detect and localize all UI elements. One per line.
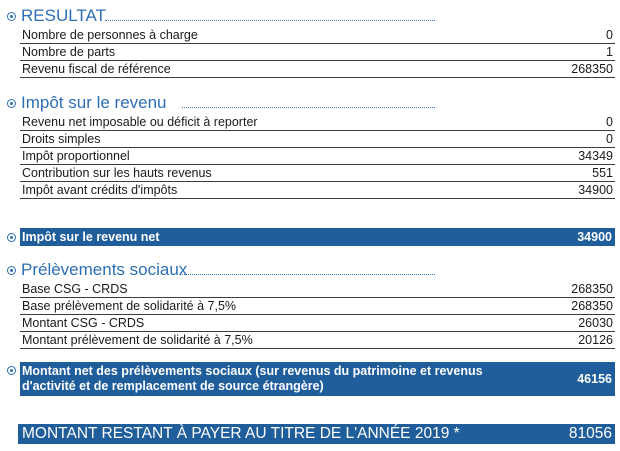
row-label: Montant prélèvement de solidarité à 7,5% (22, 333, 253, 347)
row-value: 268350 (571, 62, 613, 76)
impot-net-value: 34900 (577, 230, 612, 244)
row-value: 26030 (578, 316, 613, 330)
bullet-icon[interactable] (7, 12, 16, 21)
montant-net-row (20, 362, 615, 396)
section-title: Prélèvements sociaux (21, 260, 188, 279)
section-header (0, 92, 620, 114)
table-row (20, 332, 615, 349)
montant-net-value: 46156 (577, 372, 612, 386)
row-label: Base CSG - CRDS (22, 282, 128, 296)
row-label: Contribution sur les hauts revenus (22, 166, 212, 180)
table-row (20, 281, 615, 298)
bullet-icon[interactable] (7, 266, 16, 275)
table-row (20, 148, 615, 165)
section-header (0, 5, 620, 27)
row-value: 1 (606, 45, 613, 59)
montant-restant-label: MONTANT RESTANT À PAYER AU TITRE DE L'ANNÉE 2019 * (22, 425, 460, 442)
table-row (20, 27, 615, 44)
row-label: Nombre de personnes à charge (22, 28, 198, 42)
row-value: 0 (606, 115, 613, 129)
table-row (20, 182, 615, 199)
section-resultat (0, 5, 620, 78)
row-value: 268350 (571, 282, 613, 296)
row-value: 551 (592, 166, 613, 180)
impot-net-row (20, 228, 615, 246)
row-value: 34900 (578, 183, 613, 197)
dotted-rule (182, 107, 435, 108)
row-value: 268350 (571, 299, 613, 313)
section-impot (0, 92, 620, 199)
row-label: Revenu fiscal de référence (22, 62, 171, 76)
table-row (20, 315, 615, 332)
impot-net-label: Impôt sur le revenu net (22, 230, 160, 244)
table-row (20, 61, 615, 78)
row-label: Impôt avant crédits d'impôts (22, 183, 178, 197)
table-row (20, 298, 615, 315)
section-prelevements (0, 259, 620, 349)
bullet-icon[interactable] (7, 366, 16, 375)
montant-restant-value: 81056 (568, 425, 612, 442)
dotted-rule (105, 20, 435, 21)
row-value: 20126 (578, 333, 613, 347)
bullet-icon[interactable] (7, 99, 16, 108)
row-label: Revenu net imposable ou déficit à reporter (22, 115, 258, 129)
row-label: Nombre de parts (22, 45, 116, 59)
section-header (0, 259, 620, 281)
table-row (20, 44, 615, 61)
section-title: RESULTAT (21, 6, 107, 25)
table-row (20, 165, 615, 182)
row-value: 0 (606, 132, 613, 146)
row-label: Impôt proportionnel (22, 149, 130, 163)
row-label: Montant CSG - CRDS (22, 316, 145, 330)
row-value: 34349 (578, 149, 613, 163)
section-title: Impôt sur le revenu (21, 93, 167, 112)
dotted-rule (180, 274, 435, 275)
row-label: Base prélèvement de solidarité à 7,5% (22, 299, 237, 313)
montant-restant-bar (18, 424, 615, 444)
bullet-icon[interactable] (7, 233, 16, 242)
row-label: Droits simples (22, 132, 101, 146)
row-value: 0 (606, 28, 613, 42)
impot-net-bar (0, 228, 620, 246)
table-row (20, 114, 615, 131)
montant-net-bar (0, 362, 620, 396)
montant-net-label: Montant net des prélèvements sociaux (sur revenus du patrimoine et revenus d'activité et de remplacement de source étrangère) (22, 364, 483, 393)
table-row (20, 131, 615, 148)
